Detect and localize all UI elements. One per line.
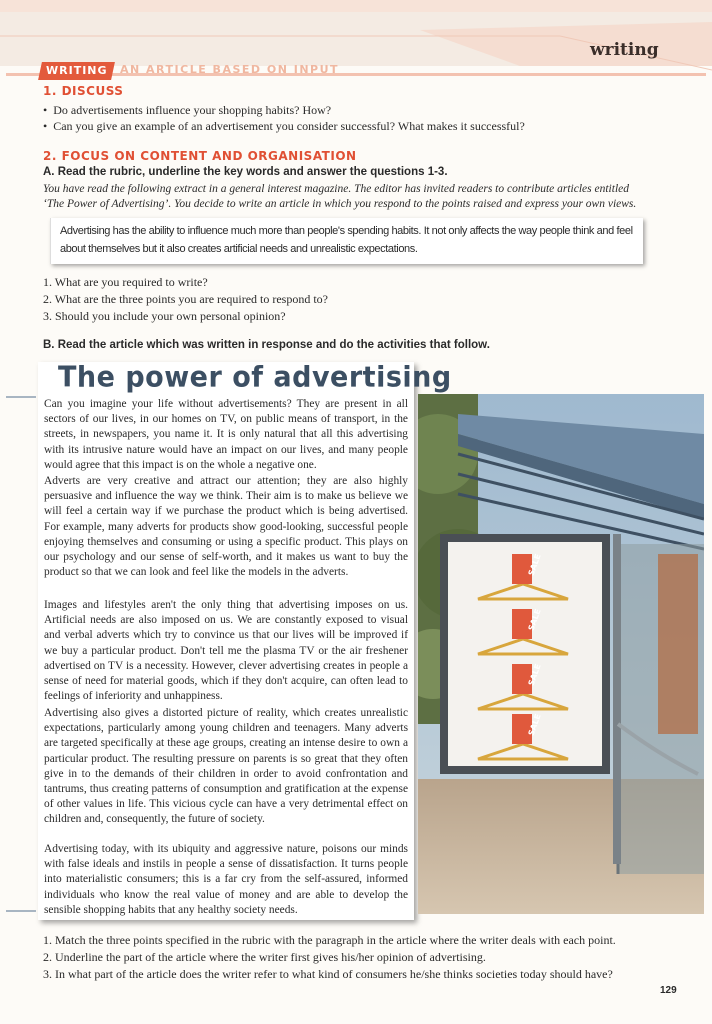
activity-item: 3. In what part of the article does the writer refer to what kind of consumers he/she thinks societies today should have?	[43, 967, 613, 981]
activity-item: 2. Underline the part of the article where the writer first gives his/her opinion of advertising.	[43, 950, 486, 964]
sale-tag: SALE	[526, 607, 543, 632]
sale-tag: SALE	[526, 662, 543, 687]
lesson-title: AN ARTICLE BASED ON INPUT	[120, 63, 340, 76]
article-paragraph: Advertising also gives a distorted picture of reality, which creates unrealistic expectations, particularly among young children and teenagers. Many adverts are targeted specifically at these age groups, creating an intense desire to own a particular product. The resulting pressure on parents is so great that they often give in to the demands of their children in order to avoid confrontation and tantrums, thus creating patterns of consumption and gratification at the expense of other values in life. This vicious cycle can have a very detrimental effect on children and, consequently, the future of society.	[44, 707, 408, 826]
article-paragraph: Images and lifestyles aren't the only thing that advertising imposes on us. Artificial needs are also imposed on us. We are constantly exposed to visual and verbal adverts which try to convince us that our lives will be improved if we buy a particular product. Don't tell me the plasma TV or the air freshener advertised on TV is a necessity. However, clever advertising creates in people a sense of need for material goods, which if they don't acquire, can often lead to feelings of inferiority and unhappiness.	[44, 599, 408, 703]
instruction-a: A. Read the rubric, underline the key words and answer the questions 1-3.	[43, 166, 448, 178]
rubric-question: 1. What are you required to write?	[43, 275, 208, 289]
instruction-b: B. Read the article which was written in response and do the activities that follow.	[43, 339, 490, 351]
article-paragraph: Can you imagine your life without advertisements? They are present in all sectors of our lives, in our homes on TV, on public means of transport, in the streets, in newspapers, you name it. It is only natural that all this advertising with its intrusive nature would have an impact on our lives, and many people would agree that this impact is on the whole a negative one.	[44, 398, 408, 471]
rubric-line: ‘The Power of Advertising’. You decide to write an article in which you respond to the points raised and express your own views.	[43, 198, 637, 210]
rubric-question: 3. Should you include your own personal opinion?	[43, 309, 286, 323]
discuss-bullet: • Do advertisements influence your shopping habits? How?	[43, 103, 332, 117]
bus-stop-photo	[418, 394, 704, 914]
margin-mark	[6, 910, 36, 912]
writing-tag-label: WRITING	[45, 64, 108, 77]
activity-item: 1. Match the three points specified in the rubric with the paragraph in the article where the writer deals with each point.	[43, 933, 616, 947]
rubric-line: You have read the following extract in a general interest magazine. The editor has invited readers to contribute articles entitled	[43, 183, 629, 195]
sale-tag: SALE	[526, 712, 543, 737]
discuss-bullet: • Can you give an example of an advertisement you consider successful? What makes it successful?	[43, 119, 525, 133]
rubric-question: 2. What are the three points you are required to respond to?	[43, 292, 329, 306]
margin-mark	[6, 396, 36, 398]
writing-tag	[38, 62, 115, 80]
discuss-bullet-text: Can you give an example of an advertisement you consider successful? What makes it successful?	[53, 119, 525, 133]
section-tab: writing	[590, 40, 659, 60]
article-paragraph: Adverts are very creative and attract our attention; they are also highly persuasive and influence the way we think. Their aim is to make us believe we will feel a certain way if we purchase the product which is being advertised. For example, many adverts for products show good-looking, successful people enjoying themselves and consuming or using a specific product. This plays on our psychology and our sense of self-worth, and it makes us want to buy the product so that we can look and feel like the models in the adverts.	[44, 475, 408, 579]
focus-heading: 2. FOCUS ON CONTENT AND ORGANISATION	[43, 149, 357, 163]
discuss-heading: 1. DISCUSS	[43, 84, 124, 98]
page-number: 129	[660, 985, 677, 996]
sale-tag: SALE	[526, 552, 543, 577]
article-title: The power of advertising	[58, 361, 452, 394]
article-paragraph: Advertising today, with its ubiquity and aggressive nature, poisons our minds with false ideals and instils in people a sense of dissatisfaction. It turns people into materialistic consumers; this is a far cry from the self-assured, informed individuals who know the real value of money and are able to develop the sensible shopping habits that any healthy society needs.	[44, 843, 408, 916]
discuss-bullet-text: Do advertisements influence your shopping habits? How?	[53, 103, 332, 117]
extract-text: Advertising has the ability to influence much more than people's spending habits. It not only affects the way people think and feel about themselves but it also creates artificial needs and unrealistic expectations.	[60, 225, 633, 255]
